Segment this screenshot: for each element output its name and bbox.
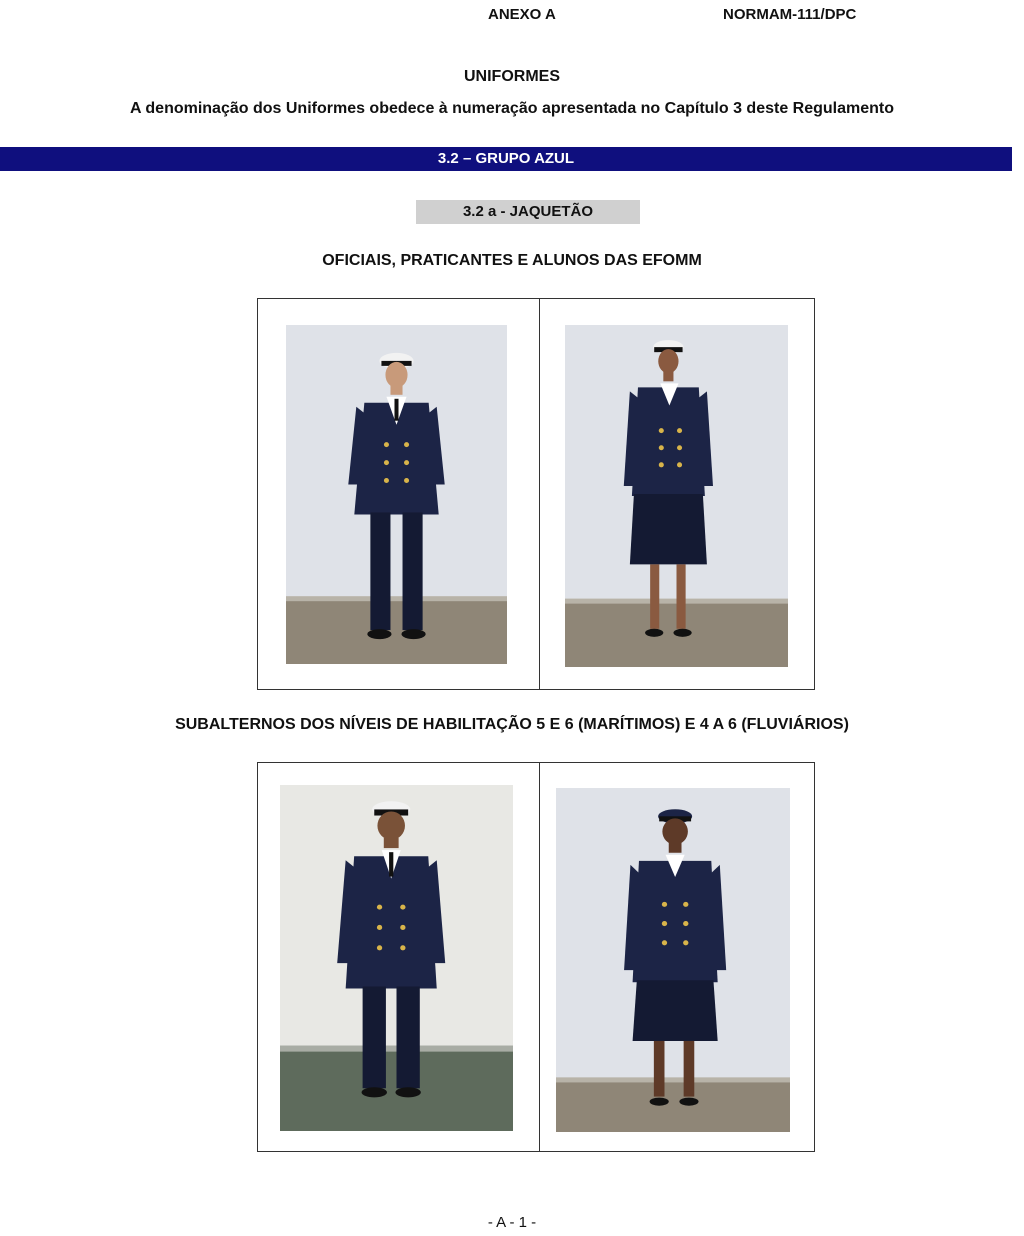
group2-caption: SUBALTERNOS DOS NÍVEIS DE HABILITAÇÃO 5 E 6 (MARÍTIMOS) E 4 A 6 (FLUVIÁRIOS) — [175, 716, 849, 733]
photo-male-officer — [286, 325, 507, 664]
photo-table-subalterns — [257, 762, 815, 1152]
page-subtitle: A denominação dos Uniformes obedece à numeração apresentada no Capítulo 3 deste Regulamento — [129, 100, 895, 117]
document-code: NORMAM-111/DPC — [723, 6, 857, 23]
section-band — [0, 147, 1012, 171]
photo-female-subaltern — [556, 788, 790, 1132]
photo-male-subaltern — [280, 785, 513, 1131]
annex-label: ANEXO A — [488, 6, 556, 23]
table-divider — [539, 299, 540, 689]
section-band-label: 3.2 – GRUPO AZUL — [437, 150, 575, 167]
page-number: - A - 1 - — [487, 1214, 537, 1231]
table-divider — [539, 763, 540, 1151]
subsection-label: 3.2 a - JAQUETÃO — [416, 200, 640, 224]
group1-caption: OFICIAIS, PRATICANTES E ALUNOS DAS EFOMM — [322, 252, 702, 269]
photo-table-officers — [257, 298, 815, 690]
photo-female-officer — [565, 325, 788, 667]
page-title: UNIFORMES — [464, 68, 560, 85]
